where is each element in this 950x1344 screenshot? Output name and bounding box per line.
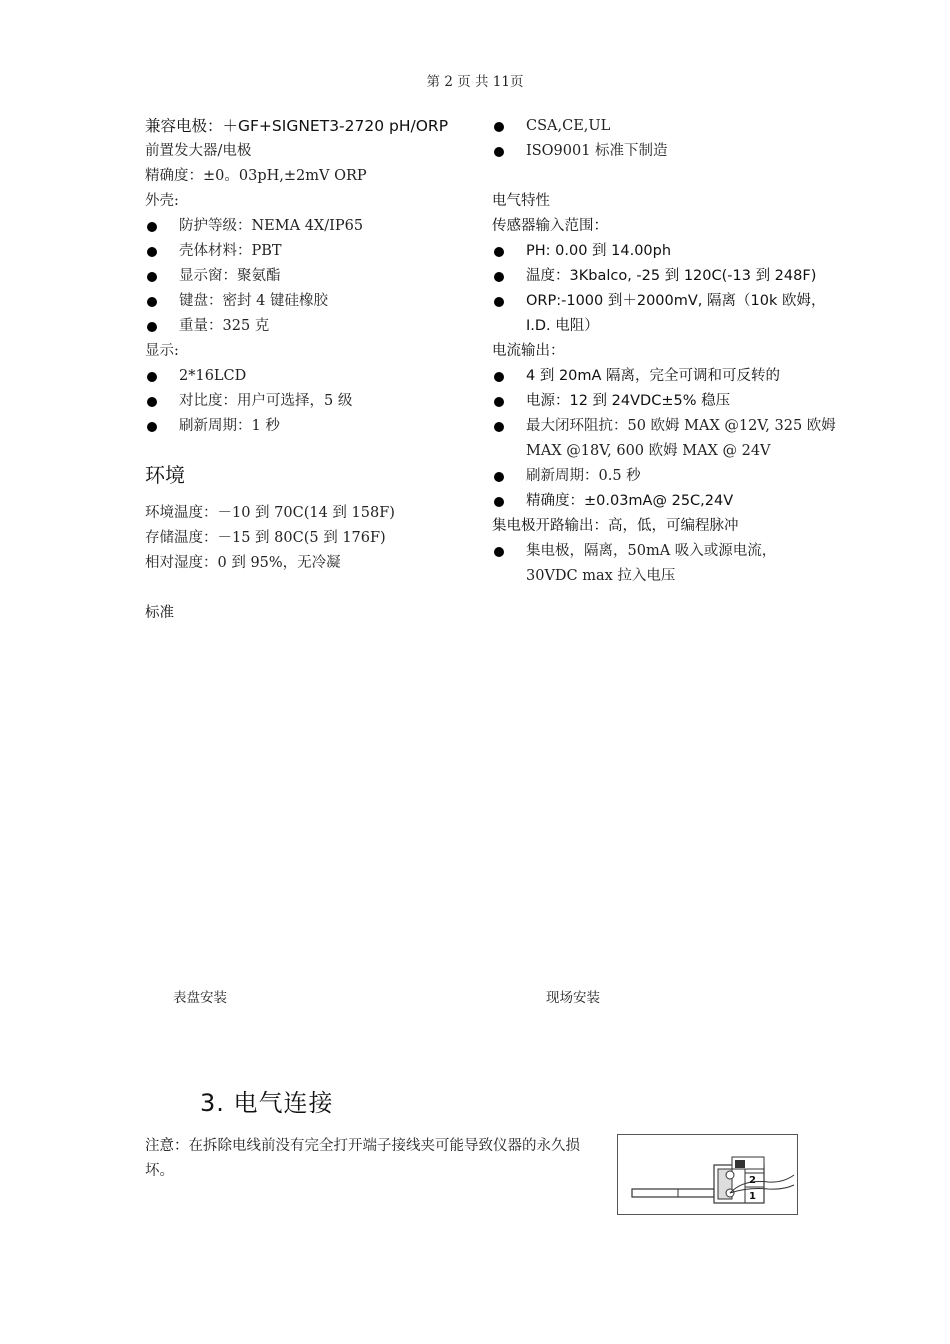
sensor-range-label: 传感器输入范围： <box>492 218 608 234</box>
note-label: 注意： <box>145 1138 189 1154</box>
panel-mount-caption: 表盘安装 <box>173 990 227 1006</box>
list-item: 集电极，隔离，50mA 吸入或源电流，30VDC max 拉入电压 <box>492 539 826 589</box>
current-output-label: 电流输出： <box>492 343 565 359</box>
terminal-clamp-illustration <box>618 1135 797 1214</box>
standard-heading: 标准 <box>145 605 174 621</box>
bullet-icon <box>147 372 157 382</box>
bullet-icon <box>494 547 504 557</box>
list-item: 刷新周期：1 秒 <box>145 414 465 439</box>
list-item: 显示窗：聚氨酯 <box>145 264 465 289</box>
terminal-label-1: 1 <box>749 1191 756 1202</box>
list-item: CSA,CE,UL <box>492 114 812 139</box>
bullet-icon <box>147 297 157 307</box>
bullet-icon <box>147 422 157 432</box>
terminal-diagram <box>617 1134 798 1215</box>
note-paragraph <box>145 1134 605 1184</box>
page-number: 第 2 页 共 11页 <box>426 74 524 90</box>
list-item: 壳体材料：PBT <box>145 239 465 264</box>
bullet-icon <box>147 222 157 232</box>
bullet-icon <box>494 147 504 157</box>
left-column <box>145 114 465 626</box>
list-item: 温度：3Kbalco, -25 到 120C(-13 到 248F) <box>492 264 846 289</box>
bullet-icon <box>494 122 504 132</box>
housing-label: 外壳: <box>145 193 179 209</box>
env-line: 环境温度：－10 到 70C(14 到 158F) <box>145 505 395 521</box>
preamp-line: 前置发大器/电极 <box>145 143 252 159</box>
list-item: 键盘：密封 4 键硅橡胶 <box>145 289 465 314</box>
list-item: 对比度：用户可选择，5 级 <box>145 389 465 414</box>
bullet-icon <box>494 272 504 282</box>
list-item: 4 到 20mA 隔离，完全可调和可反转的 <box>492 364 812 389</box>
right-column <box>492 114 836 589</box>
bullet-icon <box>147 322 157 332</box>
bullet-icon <box>494 297 504 307</box>
bullet-icon <box>494 497 504 507</box>
env-line: 存储温度：－15 到 80C(5 到 176F) <box>145 530 386 546</box>
accuracy-line: 精确度：±0。03pH,±2mV ORP <box>145 168 367 184</box>
list-item: 电源：12 到 24VDC±5% 稳压 <box>492 389 812 414</box>
list-item: 防护等级：NEMA 4X/IP65 <box>145 214 465 239</box>
bullet-icon <box>147 397 157 407</box>
section-heading: 3. 电气连接 <box>200 1089 334 1117</box>
list-item: 刷新周期：0.5 秒 <box>492 464 812 489</box>
list-item: ISO9001 标准下制造 <box>492 139 812 164</box>
bullet-icon <box>494 397 504 407</box>
bullet-icon <box>494 422 504 432</box>
electrical-heading: 电气特性 <box>492 193 550 209</box>
list-item: 重量：325 克 <box>145 314 465 339</box>
list-item: 最大闭环阻抗：50 欧姆 MAX @12V, 325 欧姆 MAX @18V, 600 欧姆 MAX @ 24V <box>492 414 846 464</box>
bullet-icon <box>494 247 504 257</box>
list-item: ORP:-1000 到＋2000mV, 隔离（10k 欧姆，I.D. 电阻） <box>492 289 846 339</box>
bullet-icon <box>147 272 157 282</box>
note-text: 在拆除电线前没有完全打开端子接线夹可能导致仪器的永久损坏。 <box>145 1138 580 1179</box>
bullet-icon <box>147 247 157 257</box>
terminal-label-2: 2 <box>749 1175 756 1186</box>
bullet-icon <box>494 472 504 482</box>
open-collector-label: 集电极开路输出：高，低，可编程脉冲 <box>492 518 739 534</box>
field-mount-caption: 现场安装 <box>546 990 600 1006</box>
environment-heading: 环境 <box>145 463 185 487</box>
compat-electrode-title: 兼容电极：＋GF+SIGNET3-2720 pH/ORP <box>145 117 449 135</box>
bullet-icon <box>494 372 504 382</box>
display-label: 显示: <box>145 343 179 359</box>
env-line: 相对湿度：0 到 95%，无冷凝 <box>145 555 341 571</box>
list-item: PH: 0.00 到 14.00ph <box>492 239 812 264</box>
list-item: 精确度：±0.03mA@ 25C,24V <box>492 489 812 514</box>
list-item: 2*16LCD <box>145 364 465 389</box>
